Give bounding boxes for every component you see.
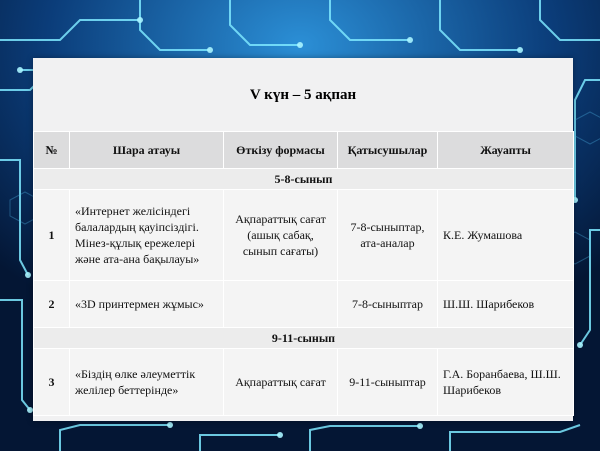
header-participants: Қатысушылар xyxy=(338,132,438,169)
event-participants: 7-8-сыныптар, ата-аналар xyxy=(338,190,438,281)
event-name: «Біздің өлке әлеуметтік желілер беттерінде» xyxy=(70,349,224,416)
event-participants: 9-11-сыныптар xyxy=(338,349,438,416)
header-event-name: Шара атауы xyxy=(70,132,224,169)
row-number: 1 xyxy=(34,190,70,281)
table-row xyxy=(34,281,574,328)
table-header-row xyxy=(34,132,574,169)
event-participants: 7-8-сыныптар xyxy=(338,281,438,328)
event-format xyxy=(224,281,338,328)
row-number: 2 xyxy=(34,281,70,328)
event-responsible: Ш.Ш. Шарибеков xyxy=(438,281,574,328)
event-format: Ақпараттық сағат (ашық сабақ, сынып сағаты) xyxy=(224,190,338,281)
event-name: «3D принтермен жұмыс» xyxy=(70,281,224,328)
slide-panel xyxy=(33,58,573,421)
section-row xyxy=(34,328,574,349)
event-format: Ақпараттық сағат xyxy=(224,349,338,416)
event-responsible: К.Е. Жумашова xyxy=(438,190,574,281)
header-number: № xyxy=(34,132,70,169)
slide-title: V күн – 5 ақпан xyxy=(249,86,357,103)
section-label: 5-8-сынып xyxy=(34,169,574,190)
section-row xyxy=(34,169,574,190)
header-responsible: Жауапты xyxy=(438,132,574,169)
event-responsible: Г.А. Боранбаева, Ш.Ш. Шарибеков xyxy=(438,349,574,416)
event-name: «Интернет желісіндегі балалардың қауіпсіздігі. Мінез-құлық ережелері және ата-ана бақылауы» xyxy=(70,190,224,281)
row-number: 3 xyxy=(34,349,70,416)
section-label: 9-11-сынып xyxy=(34,328,574,349)
table-row xyxy=(34,349,574,416)
events-table xyxy=(33,131,574,416)
table-row xyxy=(34,190,574,281)
header-format: Өткізу формасы xyxy=(224,132,338,169)
